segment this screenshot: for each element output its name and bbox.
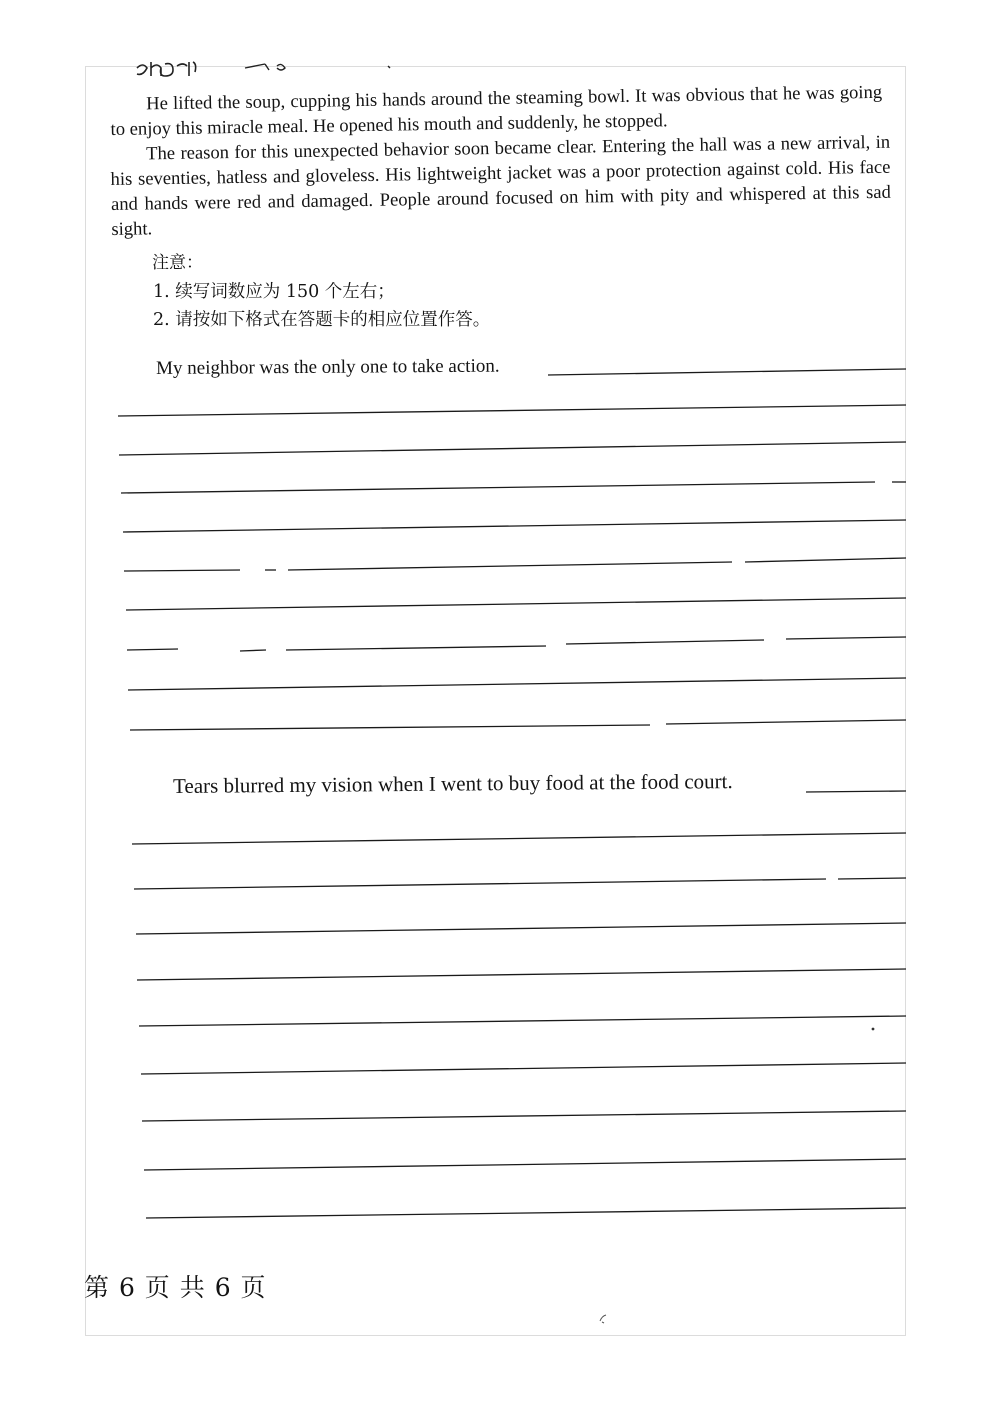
handwriting-fragment (133, 50, 433, 90)
continuation-prompt-2: Tears blurred my vision when I went to buy food at the food court. (173, 769, 733, 798)
answer-sheet (85, 66, 906, 1336)
page-number-footer: 第 6 页 共 6 页 (84, 1273, 267, 1302)
notes-title: 注意： (152, 253, 203, 273)
scan-speck (598, 1312, 608, 1324)
passage-paragraph-1: He lifted the soup, cupping his hands around the steaming bowl. It was obvious that he was going to enjoy this miracle meal. He opened his mouth and suddenly, he stopped. (110, 81, 883, 140)
note-item-word-count: 1. 续写词数应为 150 个左右； (153, 282, 395, 302)
note-item-answer-format: 2. 请按如下格式在答题卡的相应位置作答。 (153, 310, 491, 330)
passage-paragraph-2: The reason for this unexpected behavior soon became clear. Entering the hall was a new arrival, in his seventies, hatless and gloveless. His lightweight jacket was a poor protection against cold. His face and hands were red and damaged. People around focused on him with pity and whispered at this sad sight. (110, 131, 892, 240)
continuation-prompt-1: My neighbor was the only one to take action. (156, 355, 500, 379)
